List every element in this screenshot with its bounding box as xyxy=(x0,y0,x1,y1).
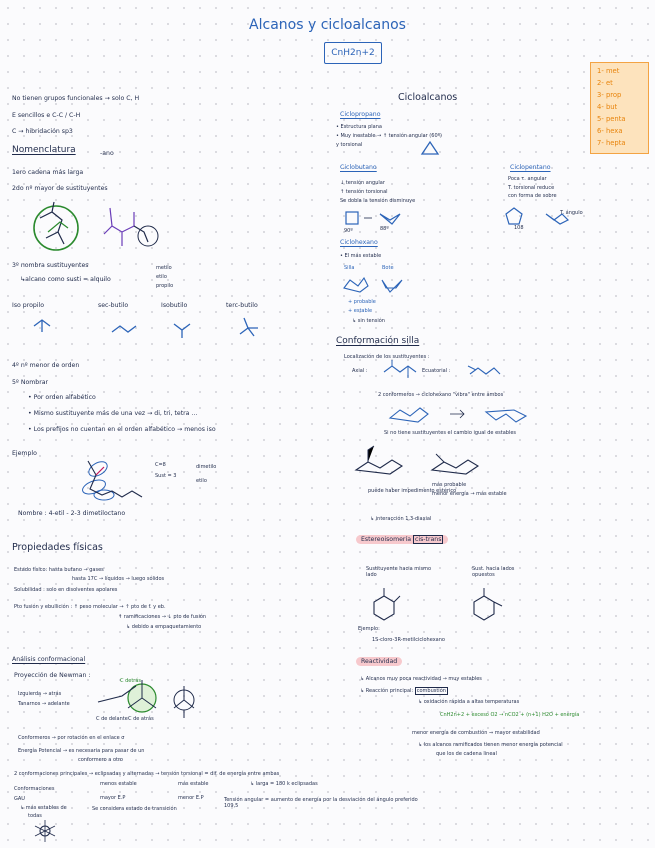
conf-gau: GAU xyxy=(14,796,25,802)
newman-tag: C de delante xyxy=(96,716,128,722)
newman-tag: C de atrás xyxy=(128,716,154,722)
conf-sub: mayor E.P xyxy=(100,795,126,801)
ciclobutano-line: ↑ tensión torsional xyxy=(340,189,388,195)
alkyl-name: propilo xyxy=(156,283,174,289)
conf-gau: Conformaciones xyxy=(14,786,55,792)
newman-tag: C detrás xyxy=(120,678,142,684)
conformacional-heading: Análisis conformacional xyxy=(12,656,86,663)
legend-item: 5- penta xyxy=(597,115,626,123)
example-count: Sust = 3 xyxy=(155,473,177,479)
cis-trans-icon xyxy=(368,586,518,622)
ciclopentano-line: con forma de sobre xyxy=(508,193,557,199)
step-2: 2do nº mayor de sustituyentes xyxy=(12,185,108,192)
conf-line: 2 conformaciones principales → eclipsadas y alternadas → tensión torsional = dif. de energía entre ambas xyxy=(14,771,280,777)
angular-note: Tensión angular = aumento de energía por la desviación del ángulo preferido 109,5 xyxy=(224,797,418,810)
step-1: 1ero cadena más larga xyxy=(12,169,84,176)
ciclopropano-line: • Estructura plana xyxy=(336,124,382,130)
legend-item: 1- met xyxy=(597,67,620,75)
ciclobutano-title: Ciclobutano xyxy=(340,164,377,171)
stability-note: + probable xyxy=(348,299,376,305)
alkyl-name: etilo xyxy=(156,274,167,280)
ciclopropano-title: Ciclopropano xyxy=(340,111,381,118)
silla-loc: Localización de los sustituyentes : xyxy=(344,354,430,360)
conf-gau: todas xyxy=(28,813,42,819)
equatorial-chair-icon xyxy=(468,364,502,380)
conf-line: Energía Potencial → es necesaria para pasar de un xyxy=(18,748,145,754)
chair-flip-icon xyxy=(386,404,536,428)
prop-line: Estado físico: hasta butano → gases xyxy=(14,567,104,573)
rule-line: • Mismo sustituyente más de una vez → di, tri, tetra ... xyxy=(28,410,198,417)
silla-note: Si no tiene sustituyentes el cambio igual de estables xyxy=(384,430,517,436)
reactividad-title: Reactividad xyxy=(356,657,402,666)
example-count: C=8 xyxy=(155,462,166,468)
prop-line: Pto fusión y ebullición : ↑ peso molecular → ↑ pto de f. y eb. xyxy=(14,604,166,610)
step-3: 3º nombra sustituyentes xyxy=(12,262,89,269)
newman-label: Proyección de Newman : xyxy=(14,672,91,679)
example-group: etilo xyxy=(196,478,207,484)
newman-line: Tanarnos → adelante xyxy=(18,701,70,707)
ciclopentano-line: T. torsional reduce xyxy=(508,185,555,191)
intro-line: No tienen grupos funcionales → solo C, H xyxy=(12,95,140,102)
ciclopropano-line: y torsional xyxy=(336,142,363,148)
form-label: Bote xyxy=(382,265,394,271)
stability-note: ↳ sin tensión xyxy=(352,318,385,324)
triangle-icon xyxy=(420,140,440,156)
ciclobutano-line: Se dobla la tensión disminuye xyxy=(340,198,416,204)
cicloalcanos-heading: Cicloalcanos xyxy=(398,92,458,103)
rule-line: • Los prefijos no cuentan en el orden alfabético → menos iso xyxy=(28,426,216,433)
step-4: 4º nº menor de orden xyxy=(12,362,80,369)
chain-sketch-icon xyxy=(30,198,170,258)
prop-line: hasta 17C → líquidos → luego sólidos xyxy=(72,576,165,582)
alkyl-name: metilo xyxy=(156,265,172,271)
axial-chair-icon xyxy=(382,360,422,380)
oxidacion-line: ↳ oxidación rápida a altas temperaturas xyxy=(418,699,520,705)
reactividad-label: ↳ Reacción principal: xyxy=(360,688,414,694)
branched-name: Iso propilo xyxy=(12,302,45,309)
prop-line: Solubilidad : solo en disolventes apolares xyxy=(14,587,118,593)
prop-line: ↳ debido a empaquetamiento xyxy=(126,624,202,630)
conf-gau: ↳ más estables de xyxy=(20,805,67,811)
ciclobutano-line: ↓ tensión angular xyxy=(340,180,385,186)
estereo-ejemplo: Ejemplo: xyxy=(358,626,380,632)
silla-two: 2 conformeros → ciclohexano "vibra" entre ambos xyxy=(378,392,504,398)
conf-sub: ↳ larga = 180 k eclipsadas xyxy=(250,781,318,787)
intro-line: E sencillos e C-C / C-H xyxy=(12,112,81,119)
silla-axial: Axial : xyxy=(352,368,368,374)
step-5: 5º Nombrar xyxy=(12,379,49,386)
stability-note: + estable xyxy=(348,308,373,314)
chair-boat-icon xyxy=(342,276,412,296)
combustion-equation: CnH2n+2 + exceso O2 → nCO2 + (n+1) H2O + energía xyxy=(440,712,580,718)
branched-skeleton-icon xyxy=(34,316,264,340)
conf-sub: menor E.P xyxy=(178,795,204,801)
example-group: dimetilo xyxy=(196,464,217,470)
branched-name: terc-butilo xyxy=(226,302,258,309)
angle-label: 90º xyxy=(344,228,353,234)
energy-line: menor energía de combustión ⇒ mayor estabilidad xyxy=(412,730,540,736)
silla-right-note: menor energía → más estable xyxy=(432,491,507,497)
energy-line: que los de cadena lineal xyxy=(436,751,497,757)
silla-ecuatorial: Ecuatorial : xyxy=(422,368,451,374)
ciclopropano-line: • Muy inestable → ↑ tensión angular (60º) xyxy=(336,133,442,139)
energy-line: ↳ los alcanos ramificados tienen menor energía potencial xyxy=(418,742,563,748)
ciclopentano-title: Ciclopentano xyxy=(510,164,551,171)
estereo-title: Estereoisomería xyxy=(361,536,411,543)
form-label: Silla xyxy=(344,265,355,271)
silla-left-note: puede haber impedimento estérico xyxy=(368,488,457,494)
example-label: Ejemplo xyxy=(12,450,37,457)
cis-note: Sustituyente hacia mismo lado xyxy=(366,566,432,579)
cis-trans-tag: cis-trans xyxy=(414,536,442,543)
example-molecule-icon xyxy=(74,455,154,505)
conf-sub: más estable xyxy=(178,781,209,787)
angle-label: 88º xyxy=(380,226,389,232)
conf-line: conformero a otro xyxy=(78,757,123,763)
estereo-ejemplo-name: 1S-cloro-3R-metilciclohexano xyxy=(372,637,445,643)
nomenclatura-heading: Nomenclatura xyxy=(12,145,76,155)
prop-line: ↑ ramificaciones → ↓ pto de fusión xyxy=(118,614,207,620)
formula-box: CnH2n+2 xyxy=(324,42,382,64)
newman-small-icon xyxy=(34,820,56,842)
example-name: Nombre : 4-etil - 2-3 dimetiloctano xyxy=(18,510,126,517)
cyclobutane-icon xyxy=(344,210,404,232)
substituted-chair-icon xyxy=(350,446,510,486)
legend-item: 2- et xyxy=(597,79,613,87)
silla-right-note: más probable xyxy=(432,482,467,488)
suffix-note: -ano xyxy=(100,150,114,157)
legend-item: 7- hepta xyxy=(597,139,626,147)
legend-item: 4- but xyxy=(597,103,618,111)
ciclohexano-line: • El más estable xyxy=(340,253,382,259)
page-title: Alcanos y cicloalcanos xyxy=(249,17,406,33)
reactividad-line xyxy=(360,688,448,694)
angle-label: T. ángulo xyxy=(560,210,583,216)
legend-item: 3- prop xyxy=(597,91,622,99)
transition-note: Se considera estado de transición xyxy=(92,806,177,812)
angle-label: 108 xyxy=(514,225,524,231)
propiedades-heading: Propiedades físicas xyxy=(12,542,103,553)
reactividad-line: ↳ Alcanos muy poca reactividad → muy estables xyxy=(360,676,482,682)
intro-line: C → hibridación sp3 xyxy=(12,128,73,135)
branched-name: sec-butilo xyxy=(98,302,129,309)
ciclopentano-line: Poca τ. angular xyxy=(508,176,547,182)
rule-line: • Por orden alfabético xyxy=(28,394,96,401)
conf-line: Conformeros → por rotación en el enlace σ xyxy=(18,735,125,741)
step-3-sub: ↳alcano como susti = alquilo xyxy=(20,276,111,283)
conf-sub: menos estable xyxy=(100,781,137,787)
legend-item: 6- hexa xyxy=(597,127,623,135)
reactividad-heading xyxy=(356,658,402,666)
silla-heading: Conformación silla xyxy=(336,336,420,346)
newman-line: Izquierda → atrás xyxy=(18,691,62,697)
combustion-tag: combustión xyxy=(416,688,446,694)
prefix-legend xyxy=(590,62,649,154)
ciclohexano-title: Ciclohexano xyxy=(340,239,378,246)
trans-note: Sust. hacia lados opuestos xyxy=(472,566,515,579)
silla-left-note: ↳ interacción 1,3-diaxial xyxy=(370,516,432,522)
estereo-heading xyxy=(356,536,448,544)
branched-name: Isobutilo xyxy=(161,302,188,309)
